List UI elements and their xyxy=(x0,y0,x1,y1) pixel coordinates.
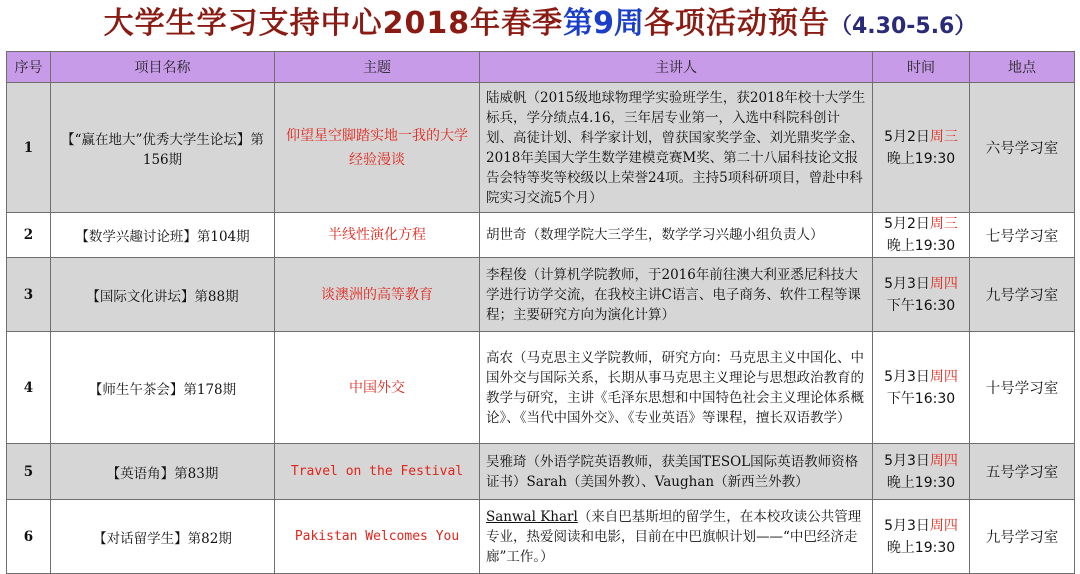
row-clock: 晚上19:30 xyxy=(886,474,956,491)
title-prefix: 大学生学习支持中心2018年春季 xyxy=(103,6,564,41)
table-row xyxy=(7,500,1075,574)
row-weekday: 周四 xyxy=(929,517,958,534)
header-speaker: 主讲人 xyxy=(480,52,873,83)
row-index: 5 xyxy=(7,444,51,500)
row-speaker xyxy=(480,258,873,332)
row-date: 5月3日 xyxy=(884,452,930,469)
row-project: 【师生午茶会】第178期 xyxy=(51,332,275,444)
row-place: 九号学习室 xyxy=(970,258,1075,332)
row-time xyxy=(873,258,970,332)
row-date: 5月2日 xyxy=(884,216,930,232)
title-date-range: （4.30-5.6） xyxy=(829,14,977,39)
row-time xyxy=(873,213,970,258)
table-row xyxy=(7,213,1075,258)
row-speaker xyxy=(480,213,873,258)
row-index: 2 xyxy=(7,213,51,258)
row-index: 6 xyxy=(7,500,51,574)
row-speaker xyxy=(480,500,873,574)
row-topic: 半线性演化方程 xyxy=(275,213,480,258)
row-topic: 仰望星空脚踏实地一我的大学经验漫谈 xyxy=(275,83,480,213)
row-place: 五号学习室 xyxy=(970,444,1075,500)
row-speaker-text: 陆威帆（2015级地球物理学实验班学生，获2018年校十大学生标兵，学分绩点4.16，三年居专业第一，入选中科院科创计划、高徒计划、科学家计划，曾获国家奖学金、刘光鼎奖学金、2018年美国大学生数学建模竞赛M奖、第二十八届科技论文报告会特等奖等校级以上荣誉24项。主持5项科研项目，曾赴中科院实习交流5个月） xyxy=(486,89,866,206)
activity-table xyxy=(6,51,1075,574)
header-time: 时间 xyxy=(873,52,970,83)
table-row xyxy=(7,444,1075,500)
table-row xyxy=(7,332,1075,444)
table-row xyxy=(7,83,1075,213)
row-project: 【对话留学生】第82期 xyxy=(51,500,275,574)
row-clock: 晚上19:30 xyxy=(886,238,956,254)
row-clock: 晚上19:30 xyxy=(886,539,956,556)
row-place: 六号学习室 xyxy=(970,83,1075,213)
row-date: 5月3日 xyxy=(884,368,930,385)
row-place: 七号学习室 xyxy=(970,213,1075,258)
row-speaker-text: 李程俊（计算机学院教师，于2016年前往澳大利亚悉尼科技大学进行访学交流，在我校主讲C语言、电子商务、软件工程等课程；主要研究方向为演化计算） xyxy=(486,266,861,323)
header-topic: 主题 xyxy=(275,52,480,83)
header-place: 地点 xyxy=(970,52,1075,83)
row-speaker xyxy=(480,444,873,500)
table-header-row xyxy=(7,52,1075,83)
row-project: 【数学兴趣讨论班】第104期 xyxy=(51,213,275,258)
row-topic: 中国外交 xyxy=(275,332,480,444)
row-speaker-text: 吴雅琦（外语学院英语教师，获美国TESOL国际英语教师资格证书）Sarah（美国外教）、Vaughan（新西兰外教） xyxy=(486,453,859,490)
row-time xyxy=(873,332,970,444)
row-speaker-text: 高农（马克思主义学院教师，研究方向：马克思主义中国化、中国外交与国际关系，长期从事马克思主义理论与思想政治教育的教学与研究，主讲《毛泽东思想和中国特色社会主义理论体系概论》、《当代中国外交》、《专业英语》等课程，擅长双语教学） xyxy=(486,349,864,426)
row-topic: Pakistan Welcomes You xyxy=(275,500,480,574)
row-date: 5月2日 xyxy=(884,128,930,145)
row-date: 5月3日 xyxy=(884,275,930,292)
row-weekday: 周三 xyxy=(929,128,958,145)
row-speaker-text: 胡世奇（数理学院大三学生，数学学习兴趣小组负责人） xyxy=(486,227,824,243)
row-topic: Travel on the Festival xyxy=(275,444,480,500)
page-title xyxy=(0,0,1080,48)
row-time xyxy=(873,83,970,213)
header-index: 序号 xyxy=(7,52,51,83)
row-date: 5月3日 xyxy=(884,517,930,534)
header-project: 项目名称 xyxy=(51,52,275,83)
row-time xyxy=(873,500,970,574)
row-place: 九号学习室 xyxy=(970,500,1075,574)
row-project: 【英语角】第83期 xyxy=(51,444,275,500)
title-suffix: 各项活动预告 xyxy=(643,6,830,41)
row-clock: 下午16:30 xyxy=(886,297,956,314)
row-speaker xyxy=(480,83,873,213)
row-time xyxy=(873,444,970,500)
title-week: 第9周 xyxy=(563,6,644,41)
row-weekday: 周四 xyxy=(929,275,958,292)
row-place: 十号学习室 xyxy=(970,332,1075,444)
row-index: 3 xyxy=(7,258,51,332)
row-speaker xyxy=(480,332,873,444)
row-speaker-name: Sanwal Kharl xyxy=(486,508,578,525)
row-project: 【“赢在地大”优秀大学生论坛】第156期 xyxy=(51,83,275,213)
row-weekday: 周四 xyxy=(929,452,958,469)
row-weekday: 周三 xyxy=(929,216,958,232)
row-project: 【国际文化讲坛】第88期 xyxy=(51,258,275,332)
row-topic: 谈澳洲的高等教育 xyxy=(275,258,480,332)
row-clock: 晚上19:30 xyxy=(886,150,956,167)
row-index: 4 xyxy=(7,332,51,444)
table-row xyxy=(7,258,1075,332)
row-index: 1 xyxy=(7,83,51,213)
row-weekday: 周四 xyxy=(929,368,958,385)
row-speaker-text: （来自巴基斯坦的留学生，在本校攻读公共管理专业，热爱阅读和电影，目前在中巴旗帜计划——“中巴经济走廊”工作。） xyxy=(486,508,862,565)
row-clock: 下午16:30 xyxy=(886,390,956,407)
